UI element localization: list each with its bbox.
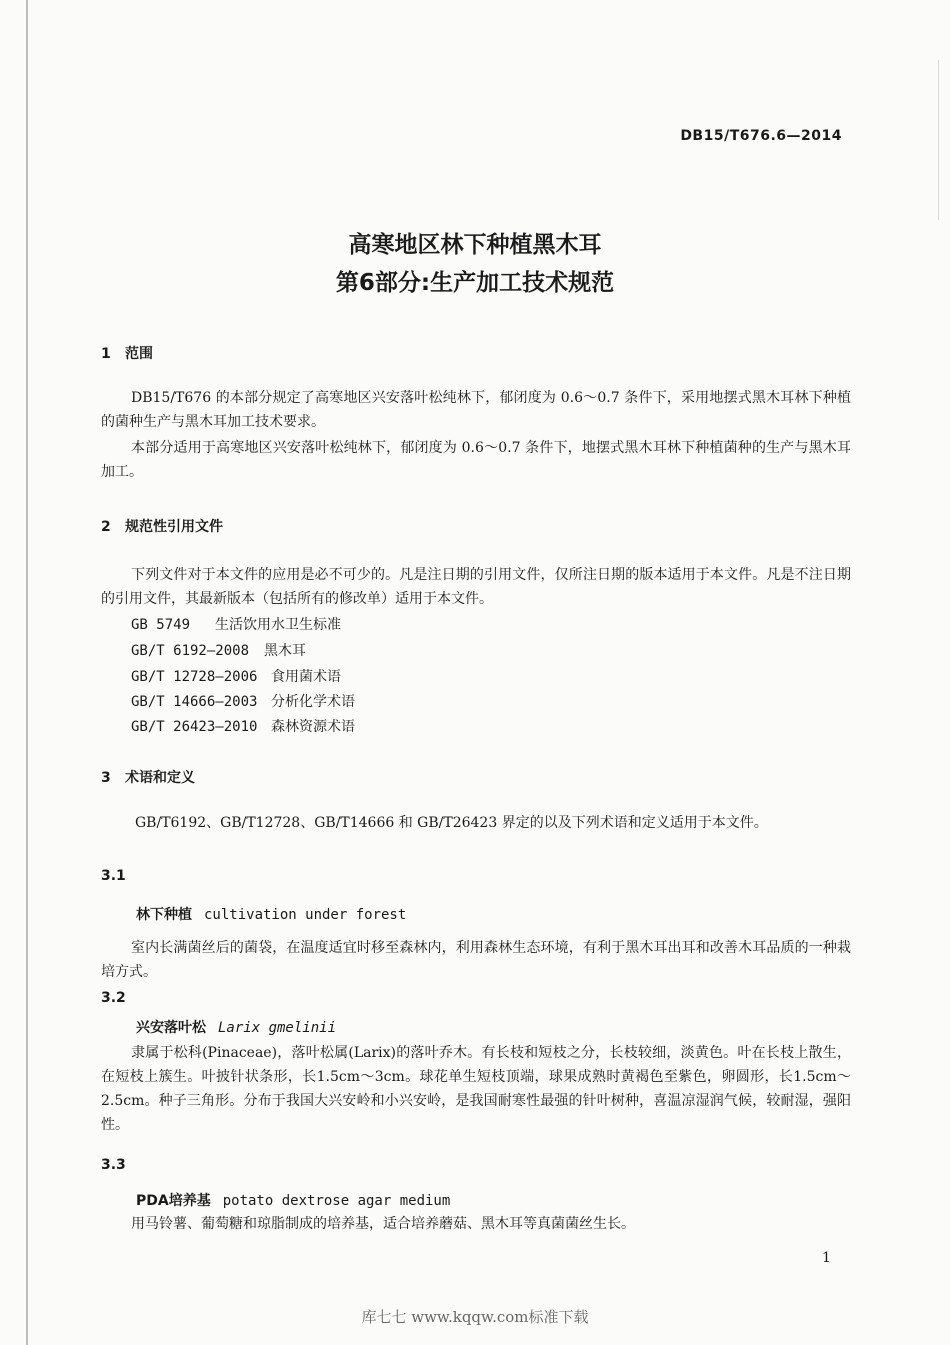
reference-name: 生活饮用水卫生标准 [215,617,341,633]
reference-item [131,716,355,736]
term-chinese: 兴安落叶松 [136,1020,206,1036]
term-3-1-number: 3.1 [101,868,126,884]
watermark-footer: 库七七 www.kqqw.com标准下载 [361,1308,589,1326]
term-english: potato dextrose agar medium [222,1193,451,1209]
term-3-2-definition: 隶属于松科(Pinaceae)，落叶松属(Larix)的落叶乔木。有长枝和短枝之分，长枝较细，淡黄色。叶在长枝上散生，在短枝上簇生。叶披针状条形，长1.5cm～3cm。球花单生短枝顶端，球果成熟时黄褐色至紫色，卵圆形，长1.5cm～2.5cm。种子三角形。分布于我国大兴安岭和小兴安岭，是我国耐寒性最强的针叶树种，喜温凉湿润气候，较耐湿，强阳性。 [101,1045,851,1133]
section-3-heading [101,767,195,787]
section-2-paragraph: 下列文件对于本文件的应用是必不可少的。凡是注日期的引用文件，仅所注日期的版本适用于本文件。凡是不注日期的引用文件，其最新版本（包括所有的修改单）适用于本文件。 [101,567,851,607]
scan-binding-edge [26,0,28,1345]
reference-name: 食用菌术语 [271,669,341,685]
scan-edge-mark [938,60,939,220]
term-3-3-definition: 用马铃薯、葡萄糖和琼脂制成的培养基，适合培养蘑菇、黑木耳等真菌菌丝生长。 [131,1216,635,1232]
section-1-paragraph-1: DB15/T676 的本部分规定了高寒地区兴安落叶松纯林下，郁闭度为 0.6～0.7 条件下，采用地摆式黑木耳林下种植的菌种生产与黑木耳加工技术要求。 [101,390,851,430]
term-3-3-number: 3.3 [101,1157,126,1173]
term-3-2-number: 3.2 [101,990,126,1006]
term-3-2 [136,1017,336,1037]
section-title: 范围 [125,346,153,362]
section-1-paragraph-2: 本部分适用于高寒地区兴安落叶松纯林下，郁闭度为 0.6～0.7 条件下，地摆式黑木耳林下种植菌种的生产与黑木耳加工。 [101,440,851,480]
reference-code: GB 5749 [131,617,191,633]
standard-code: DB15/T676.6—2014 [680,128,842,144]
document-title-line1: 高寒地区林下种植黑木耳 [348,232,602,258]
reference-code: GB/T 6192—2008 [131,643,250,659]
reference-code: GB/T 12728—2006 [131,669,258,685]
reference-code: GB/T 26423—2010 [131,719,258,735]
section-2-heading [101,516,223,536]
section-number: 2 [101,519,111,535]
section-number: 1 [101,346,111,362]
reference-code: GB/T 14666—2003 [131,694,258,710]
term-english: Larix gmelinii [218,1020,337,1036]
term-3-1-definition: 室内长满菌丝后的菌袋，在温度适宜时移至森林内，利用森林生态环境，有利于黑木耳出耳和改善木耳品质的一种栽培方式。 [101,940,851,980]
reference-name: 黑木耳 [264,643,306,659]
page-number: 1 [822,1250,831,1266]
reference-item [131,691,355,711]
reference-item [131,666,341,686]
reference-name: 森林资源术语 [271,719,355,735]
term-chinese: 林下种植 [136,907,192,923]
section-title: 术语和定义 [125,770,195,786]
section-title: 规范性引用文件 [125,519,223,535]
section-3-paragraph: GB/T6192、GB/T12728、GB/T14666 和 GB/T26423 界定的以及下列术语和定义适用于本文件。 [135,815,768,831]
section-number: 3 [101,770,111,786]
document-title-line2: 第6部分:生产加工技术规范 [335,270,615,296]
term-english: cultivation under forest [204,907,407,923]
section-1-heading [101,343,153,363]
reference-name: 分析化学术语 [271,694,355,710]
term-3-3 [136,1190,450,1210]
reference-item [131,614,341,634]
reference-item [131,640,306,660]
term-3-1 [136,904,406,924]
term-chinese: PDA培养基 [136,1193,211,1209]
